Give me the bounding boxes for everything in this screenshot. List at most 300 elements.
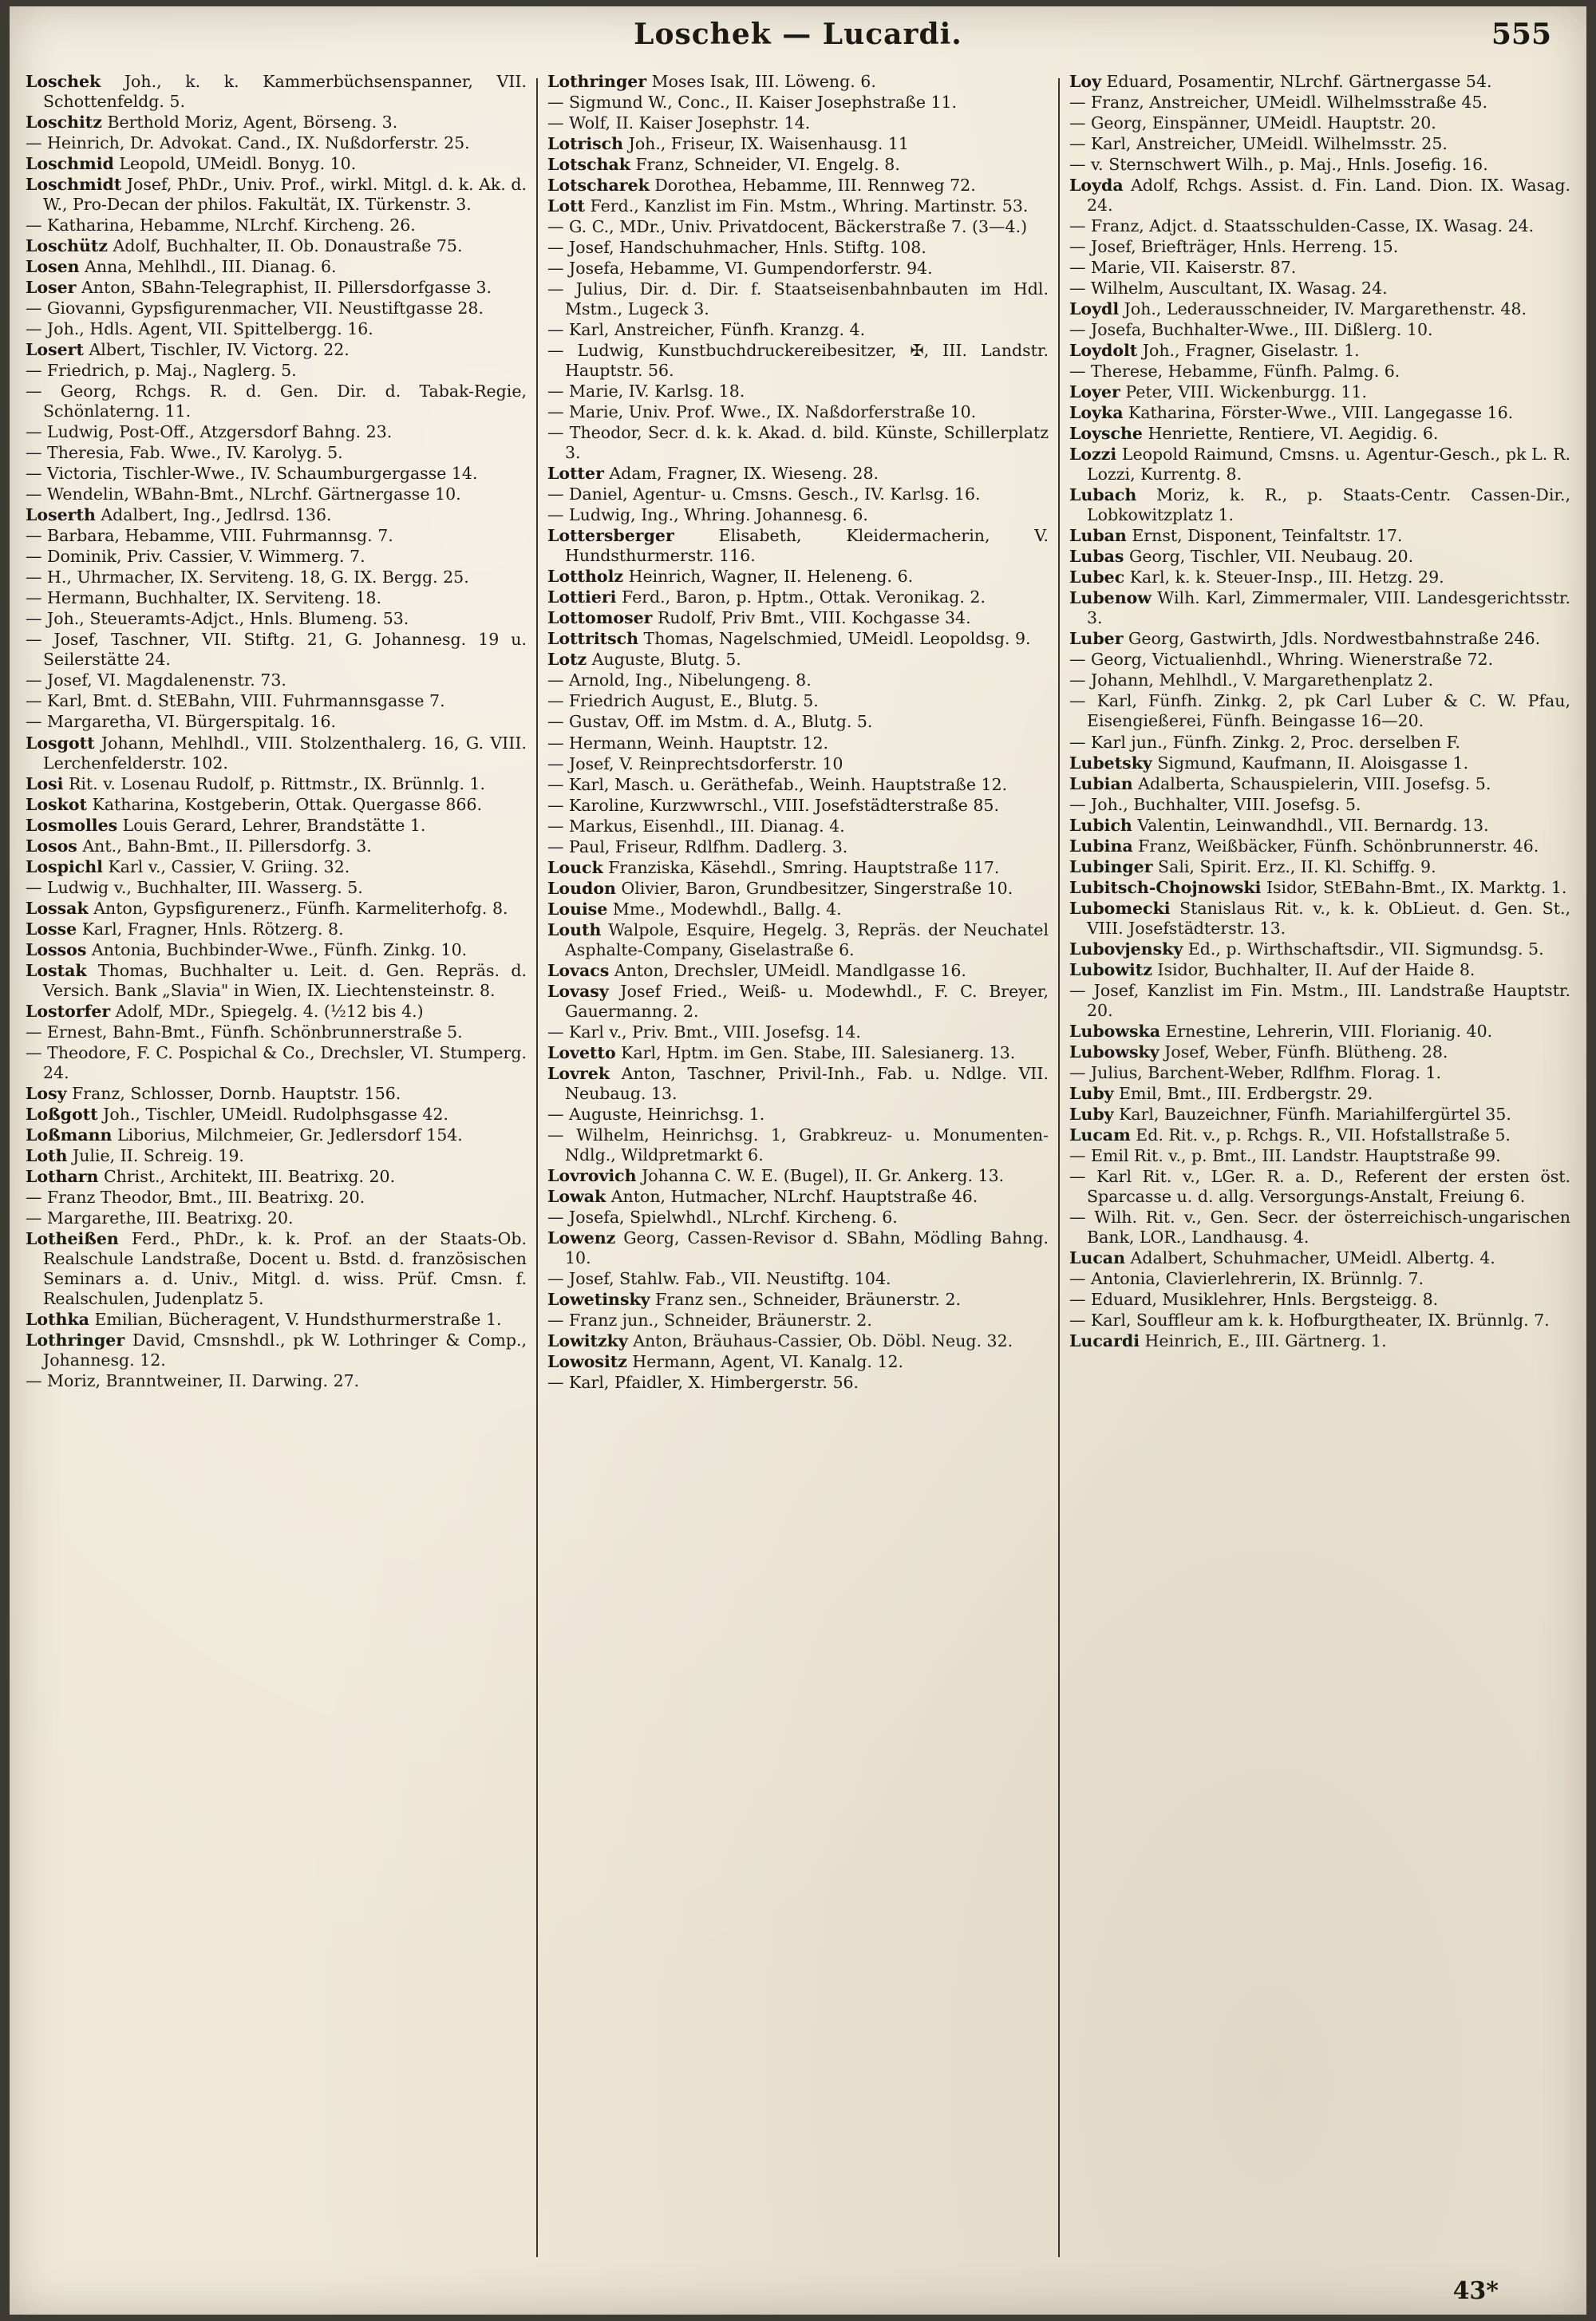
directory-entry [547,587,1049,607]
entry-details: Hermann, Agent, VI. Kanalg. 12. [626,1351,904,1371]
directory-entry [547,1311,1049,1331]
entry-surname: Lubian [1069,773,1133,793]
directory-entry [1069,72,1570,92]
directory-entry [26,816,527,836]
directory-entry [26,257,527,277]
directory-entry [1069,113,1570,133]
entry-details: Heinrich, E., III. Gärtnerg. 1. [1140,1331,1387,1350]
entry-details: — Georg, Victualienhdl., Whring. Wienerstraße 72. [1069,650,1494,670]
directory-entry [547,629,1049,649]
entry-surname: Loyda [1069,176,1124,196]
entry-details: — Ludwig v., Buchhalter, III. Wasserg. 5. [26,877,363,897]
directory-entry [26,215,527,235]
entry-details: — Marie, IV. Karlsg. 18. [547,382,745,401]
directory-entry [1069,1208,1570,1247]
entry-details: — Karl v., Priv. Bmt., VIII. Josefsg. 14. [547,1022,861,1042]
entry-details: — Franz, Adjct. d. Staatsschulden-Casse, IX. Wasag. 24. [1069,216,1535,236]
directory-entry [547,1166,1049,1186]
directory-entry [26,670,527,690]
entry-details: Anton, SBahn-Telegraphist, II. Pillersdorfgasse 3. [76,278,492,298]
entry-details: Georg, Tischler, VII. Neubaug. 20. [1124,547,1414,567]
directory-entry [547,176,1049,196]
directory-entry [26,836,527,856]
directory-entry [547,1228,1049,1268]
directory-entry [1069,857,1570,877]
directory-entry [26,1043,527,1083]
entry-surname: Lucardi [1069,1331,1140,1350]
entry-details: — Karl, Bmt. d. StEBahn, VIII. Fuhrmannsgasse 7. [26,691,445,711]
entry-details: Franz, Schneider, VI. Engelg. 8. [630,155,900,175]
entry-details: Joh., k. k. Kammerbüchsenspanner, VII. Schottenfeldg. 5. [43,72,527,112]
entry-surname: Loydl [1069,299,1120,319]
entry-details: — Wilhelm, Heinrichsg. 1, Grabkreuz- u. Monumenten-Ndlg., Wildpretmarkt 6. [547,1125,1049,1164]
entry-details: David, Cmsnshdl., pk W. Lothringer & Comp., Johannesg. 12. [43,1330,527,1370]
entry-surname: Lowenz [547,1228,616,1247]
directory-entry [26,484,527,504]
directory-entry [1069,1063,1570,1083]
directory-entry [547,900,1049,919]
entry-details: Julie, II. Schreig. 19. [67,1145,244,1165]
entry-surname: Lucam [1069,1125,1131,1145]
entry-details: — Franz Theodor, Bmt., III. Beatrixg. 20. [26,1187,365,1207]
entry-details: Anton, Drechsler, UMeidl. Mandlgasse 16. [609,960,966,980]
entry-details: Walpole, Esquire, Hegelg. 3, Repräs. der Neuchatel Asphalte-Company, Giselastraße 6. [565,919,1049,959]
directory-entry [1069,93,1570,113]
entry-details: — H., Uhrmacher, IX. Serviteng. 18, G. IX. Bergg. 25. [26,567,469,587]
column-middle [547,72,1049,2259]
directory-entry [26,630,527,670]
directory-entry [547,113,1049,133]
entry-surname: Loyer [1069,382,1120,402]
entry-details: Rudolf, Priv Bmt., VIII. Kochgasse 34. [652,608,971,628]
directory-entry [1069,403,1570,423]
entry-surname: Lowositz [547,1351,627,1371]
entry-details: — Karl, Masch. u. Geräthefab., Weinh. Hauptstraße 12. [547,774,1008,794]
directory-entry [26,1084,527,1104]
entry-details: — Josefa, Spielwhdl., NLrchf. Kircheng. 6. [547,1207,898,1227]
entry-details: — Arnold, Ing., Nibelungeng. 8. [547,670,812,690]
entry-details: — Johann, Mehlhdl., V. Margarethenplatz 2. [1069,670,1434,690]
entry-surname: Lostak [26,960,87,980]
entry-details: — Auguste, Heinrichsg. 1. [547,1104,765,1124]
entry-surname: Lubomecki [1069,898,1171,918]
entry-details: — Josef, Briefträger, Hnls. Herreng. 15. [1069,237,1399,257]
entry-surname: Loschitz [26,113,102,132]
directory-entry [547,796,1049,816]
entry-details: — Georg, Rchgs. R. d. Gen. Dir. d. Tabak-Regie, Schönlaterng. 11. [26,382,527,421]
entry-details: Joh., Tischler, UMeidl. Rudolphsgasse 42. [97,1104,448,1124]
entry-surname: Lottritsch [547,629,639,649]
directory-entry [547,567,1049,587]
entry-details: Liborius, Milchmeier, Gr. Jedlersdorf 154. [112,1125,463,1145]
entry-details: — Joh., Buchhalter, VIII. Josefsg. 5. [1069,794,1361,814]
entry-details: Stanislaus Rit. v., k. k. ObLieut. d. Gen. St., VIII. Josefstädterstr. 13. [1087,898,1570,938]
entry-surname: Lotrisch [547,134,624,154]
entry-details: Eduard, Posamentir, NLrchf. Gärtnergasse 54. [1101,72,1492,91]
entry-details: Sigmund, Kaufmann, II. Aloisgasse 1. [1152,753,1469,773]
directory-entry [547,1187,1049,1207]
entry-details: — Friedrich, p. Maj., Naglerg. 5. [26,361,297,381]
entry-details: — Josef, Handschuhmacher, Hnls. Stiftg. 108. [547,238,926,258]
directory-entry [547,1373,1049,1393]
entry-details: Franz sen., Schneider, Bräunerstr. 2. [650,1289,962,1309]
entry-details: Karl v., Cassier, V. Griing. 32. [102,856,350,876]
directory-entry [26,361,527,381]
entry-details: Louis Gerard, Lehrer, Brandstätte 1. [117,815,426,835]
directory-entry [1069,588,1570,628]
entry-surname: Luby [1069,1083,1114,1103]
entry-details: Albert, Tischler, IV. Victorg. 22. [83,340,350,360]
directory-entry [547,1290,1049,1310]
entry-surname: Loschmid [26,154,114,174]
directory-entry [547,134,1049,154]
directory-entry [547,837,1049,857]
directory-entry [1069,134,1570,154]
directory-entry [26,691,527,711]
directory-entry [547,72,1049,92]
directory-entry [547,1331,1049,1351]
entry-details: — Ernest, Bahn-Bmt., Fünfh. Schönbrunnerstraße 5. [26,1022,463,1042]
entry-surname: Loudon [547,878,616,898]
directory-entry [1069,320,1570,340]
directory-entry [26,422,527,442]
entry-details: Ferd., Kanzlist im Fin. Mstm., Whring. Martinstr. 53. [585,196,1029,216]
directory-entry [547,670,1049,690]
directory-entry [1069,939,1570,959]
entry-details: Adalbert, Ing., Jedlrsd. 136. [95,505,332,525]
entry-details: Georg, Gastwirth, Jdls. Nordwestbahnstraße 246. [1123,629,1541,649]
entry-details: — Sigmund W., Conc., II. Kaiser Josephstraße 11. [547,93,958,113]
entry-surname: Lovetto [547,1042,616,1062]
directory-entry [26,1105,527,1125]
entry-details: — Marie, Univ. Prof. Wwe., IX. Naßdorferstraße 10. [547,402,977,422]
entry-details: Joh., Fragner, Giselastr. 1. [1137,341,1360,361]
entry-details: Karl, Bauzeichner, Fünfh. Mariahilfergürtel 35. [1113,1104,1511,1124]
directory-entry [26,382,527,421]
directory-entry [547,505,1049,525]
directory-entry [26,175,527,215]
entry-details: — Marie, VII. Kaiserstr. 87. [1069,258,1297,278]
entry-surname: Lubovjensky [1069,939,1183,959]
directory-entry [1069,1331,1570,1351]
entry-details: Anton, Bräuhaus-Cassier, Ob. Döbl. Neug. 32. [627,1331,1013,1350]
entry-surname: Losse [26,919,77,939]
entry-details: — G. C., MDr., Univ. Privatdocent, Bäckerstraße 7. (3—4.) [547,217,1028,237]
entry-surname: Lovrek [547,1063,610,1083]
entry-details: — Dominik, Priv. Cassier, V. Wimmerg. 7. [26,547,365,567]
directory-entry [547,402,1049,422]
entry-surname: Loth [26,1145,68,1165]
entry-details: — Therese, Hebamme, Fünfh. Palmg. 6. [1069,362,1400,382]
entry-details: Isidor, StEBahn-Bmt., IX. Marktg. 1. [1261,877,1567,897]
entry-details: — Barbara, Hebamme, VIII. Fuhrmannsg. 7. [26,526,393,546]
entry-surname: Lotscharek [547,176,650,196]
entry-surname: Losgott [26,733,95,753]
entry-details: — Margarethe, III. Beatrixg. 20. [26,1208,294,1228]
entry-details: Franz, Schlosser, Dornb. Hauptstr. 156. [66,1083,401,1103]
entry-details: Elisabeth, Kleidermacherin, V. Hundsthurmerstr. 116. [565,526,1049,566]
entry-surname: Luby [1069,1104,1114,1124]
entry-surname: Lowitzky [547,1331,628,1350]
entry-surname: Loysche [1069,424,1143,444]
directory-entry [547,1269,1049,1289]
directory-entry [1069,341,1570,361]
directory-entry [547,259,1049,279]
entry-surname: Lozzi [1069,445,1117,465]
directory-entry [1069,753,1570,773]
entry-surname: Lottholz [547,567,624,587]
directory-entry [1069,1146,1570,1166]
entry-details: Emil, Bmt., III. Erdbergstr. 29. [1113,1083,1373,1103]
directory-entry [1069,1042,1570,1062]
entry-details: Peter, VIII. Wickenburgg. 11. [1120,382,1367,402]
directory-entry [1069,816,1570,836]
directory-entry [1069,899,1570,939]
entry-details: Adalbert, Schuhmacher, UMeidl. Albertg. 4. [1125,1247,1495,1267]
directory-entry [547,961,1049,981]
directory-entry [26,1188,527,1208]
entry-surname: Louck [547,857,603,877]
entry-surname: Lubas [1069,547,1124,567]
directory-entry [1069,445,1570,484]
directory-entry [1069,1084,1570,1104]
directory-entry [1069,774,1570,794]
directory-entry [1069,299,1570,319]
entry-details: Karl, Hptm. im Gen. Stabe, III. Salesianerg. 13. [615,1042,1016,1062]
entry-surname: Lovacs [547,960,610,980]
directory-entry [26,774,527,794]
entry-details: Berthold Moriz, Agent, Börseng. 3. [101,113,398,132]
running-head: Loschek — Lucardi. [634,18,962,51]
entry-surname: Lotharn [26,1166,99,1186]
entry-details: Antonia, Buchbinder-Wwe., Fünfh. Zinkg. 10. [86,939,468,959]
column-left [26,72,527,2259]
entry-details: — Georg, Einspänner, UMeidl. Hauptstr. 20. [1069,113,1436,133]
entry-details: Ed., p. Wirthschaftsdir., VII. Sigmundsg. 5. [1183,939,1544,959]
directory-entry [547,775,1049,795]
directory-entry [26,712,527,732]
entry-details: — Ludwig, Post-Off., Atzgersdorf Bahng. 23. [26,422,393,442]
directory-entry [1069,1167,1570,1207]
entry-surname: Lowetinsky [547,1289,650,1309]
entry-surname: Lubina [1069,836,1133,856]
entry-details: — Josefa, Hebamme, VI. Gumpendorferstr. 94. [547,259,933,279]
directory-entry [1069,485,1570,525]
directory-entry [26,443,527,463]
directory-entry [26,1167,527,1187]
entry-details: — Friedrich August, E., Blutg. 5. [547,691,819,711]
directory-entry [1069,526,1570,546]
entry-surname: Lott [547,196,586,216]
entry-details: — Joh., Hdls. Agent, VII. Spittelbergg. 16. [26,319,373,339]
directory-entry [1069,155,1570,175]
entry-details: — Karl jun., Fünfh. Zinkg. 2, Proc. derselben F. [1069,732,1461,752]
entry-surname: Lubowska [1069,1021,1161,1041]
directory-entry [1069,981,1570,1021]
entry-surname: Lotter [547,464,604,484]
directory-entry [26,236,527,256]
entry-details: Mme., Modewhdl., Ballg. 4. [607,899,842,919]
directory-entry [1069,1105,1570,1125]
directory-entry [547,858,1049,878]
entry-details: — Ludwig, Ing., Whring. Johannesg. 6. [547,505,868,525]
entry-details: Anton, Hutmacher, NLrchf. Hauptstraße 46. [606,1186,978,1206]
directory-entry [26,609,527,629]
entry-surname: Loschmidt [26,175,122,195]
entry-surname: Loser [26,278,77,298]
entry-details: Franz, Weißbäcker, Fünfh. Schönbrunnerstr. 46. [1132,836,1539,856]
entry-details: — Karoline, Kurzwwrschl., VIII. Josefstädterstraße 85. [547,795,999,815]
entry-details: Joh., Lederausschneider, IV. Margarethenstr. 48. [1119,299,1527,319]
directory-entry [1069,650,1570,670]
entry-surname: Loydolt [1069,341,1138,361]
directory-entry [547,733,1049,753]
entry-details: — Franz, Anstreicher, UMeidl. Wilhelmsstraße 45. [1069,93,1488,113]
entry-details: — Wilhelm, Auscultant, IX. Wasag. 24. [1069,279,1388,299]
directory-entry [1069,237,1570,257]
directory-entry [1069,1248,1570,1268]
entry-details: Heinrich, Wagner, II. Heleneng. 6. [623,567,914,587]
entry-surname: Loyka [1069,403,1124,423]
entry-details: — Markus, Eisenhdl., III. Dianag. 4. [547,816,845,836]
entry-details: — v. Sternschwert Wilh., p. Maj., Hnls. Josefig. 16. [1069,155,1488,175]
entry-surname: Lotheißen [26,1228,119,1248]
directory-entry [26,1371,527,1391]
directory-entry [26,319,527,339]
directory-page [10,6,1586,2315]
directory-entry [547,691,1049,711]
directory-entry [547,526,1049,566]
directory-entry [26,526,527,546]
entry-surname: Loschütz [26,236,109,256]
entry-surname: Lottomoser [547,608,653,628]
entry-details: Isidor, Buchhalter, II. Auf der Haide 8. [1152,959,1476,979]
directory-entry [26,733,527,773]
entry-surname: Losert [26,340,84,360]
entry-details: Adolf, Buchhalter, II. Ob. Donaustraße 75. [108,236,463,256]
entry-details: Josef, Weber, Fünfh. Blütheng. 28. [1159,1042,1448,1062]
entry-details: Ant., Bahn-Bmt., II. Pillersdorfg. 3. [77,836,372,856]
entry-details: — Karl, Fünfh. Zinkg. 2, pk Carl Luber & C. W. Pfau, Eisengießerei, Fünfh. Beingasse 16—20. [1069,691,1570,731]
entry-details: — Theresia, Fab. Wwe., IV. Karolyg. 5. [26,443,343,463]
entry-details: Olivier, Baron, Grundbesitzer, Singerstraße 10. [615,878,1013,898]
directory-entry [547,464,1049,484]
entry-details: Thomas, Buchhalter u. Leit. d. Gen. Repräs. d. Versich. Bank „Slavia" in Wien, IX. Liechtensteinstr. 8. [43,960,527,1000]
entry-surname: Losen [26,257,80,277]
entry-details: — Julius, Barchent-Weber, Rdlfhm. Florag. 1. [1069,1062,1442,1082]
entry-details: — Antonia, Clavierlehrerin, IX. Brünnlg. 7. [1069,1268,1424,1288]
entry-surname: Lospichl [26,856,103,876]
directory-entry [1069,960,1570,980]
directory-entry [1069,691,1570,731]
entry-details: Ferd., PhDr., k. k. Prof. an der Staats-Ob. Realschule Landstraße, Docent u. Bstd. d. französischen Seminars a. d. Univ., Mitgl. d. wiss. Prüf. Cmsn. f. Realschulen, Judenplatz 5. [43,1228,527,1308]
directory-entry [547,712,1049,732]
directory-entry [26,1125,527,1145]
entry-details: Ferd., Baron, p. Hptm., Ottak. Veronikag. 2. [616,587,986,607]
entry-surname: Lotz [547,650,587,670]
directory-entry [547,93,1049,113]
entry-surname: Lottersberger [547,526,674,546]
directory-entry [547,1125,1049,1165]
column-right [1069,72,1570,2259]
directory-entry [26,588,527,608]
entry-details: — Josef, Taschner, VII. Stiftg. 21, G. Johannesg. 19 u. Seilerstätte 24. [26,630,527,670]
directory-entry [1069,1311,1570,1331]
directory-entry [547,155,1049,175]
directory-entry [26,1146,527,1166]
directory-entry [547,320,1049,340]
directory-entry [26,154,527,174]
entry-surname: Loskot [26,794,87,814]
entry-surname: Loserth [26,505,96,525]
entry-details: — Hermann, Weinh. Hauptstr. 12. [547,733,829,753]
entry-surname: Losos [26,836,77,856]
directory-entry [26,1331,527,1370]
entry-details: — Theodor, Secr. d. k. k. Akad. d. bild. Künste, Schillerplatz 3. [547,423,1049,463]
entry-details: — Margaretha, VI. Bürgerspitalg. 16. [26,712,337,732]
entry-details: — Moriz, Branntweiner, II. Darwing. 27. [26,1370,360,1390]
entry-details: Adalberta, Schauspielerin, VIII. Josefsg. 5. [1132,773,1491,793]
directory-entry [547,382,1049,401]
directory-entry [547,1064,1049,1104]
directory-entry [547,608,1049,628]
directory-entry [1069,836,1570,856]
entry-details: Anton, Taschner, Privil-Inh., Fab. u. Ndlge. VII. Neubaug. 13. [565,1063,1049,1103]
entry-details: Josef, PhDr., Univ. Prof., wirkl. Mitgl. d. k. Ak. d. W., Pro-Decan der philos. Fakultät, IX. Türkenstr. 3. [43,175,527,215]
entry-surname: Lubach [1069,485,1137,505]
directory-entry [547,817,1049,836]
directory-entry [547,650,1049,670]
entry-details: Rit. v. Losenau Rudolf, p. Rittmstr., IX. Brünnlg. 1. [63,773,486,793]
entry-surname: Lothka [26,1309,89,1329]
directory-entry [547,1022,1049,1042]
directory-entry [26,547,527,567]
entry-details: — Ludwig, Kunstbuchdruckereibesitzer, ✠, III. Landstr. Hauptstr. 56. [547,341,1049,381]
entry-details: Johanna C. W. E. (Bugel), II. Gr. Ankerg. 13. [636,1165,1005,1185]
directory-entry [26,899,527,919]
entry-details: — Hermann, Buchhalter, IX. Serviteng. 18. [26,588,381,608]
entry-details: — Heinrich, Dr. Advokat. Cand., IX. Nußdorferstr. 25. [26,133,470,153]
directory-entry [26,299,527,318]
entry-details: Valentin, Leinwandhdl., VII. Bernardg. 13. [1132,815,1489,835]
entry-surname: Lostorfer [26,1001,111,1021]
entry-details: Katharina, Kostgeberin, Ottak. Quergasse 866. [86,794,483,814]
directory-entry [547,217,1049,237]
entry-surname: Losy [26,1083,67,1103]
entry-surname: Lovrovich [547,1165,637,1185]
entry-details: — Eduard, Musiklehrer, Hnls. Bergsteigg. 8. [1069,1289,1439,1309]
entry-surname: Lothringer [547,72,647,91]
directory-entry [26,919,527,939]
entry-details: — Karl, Anstreicher, Fünfh. Kranzg. 4. [547,320,866,340]
directory-entry [1069,670,1570,690]
entry-details: — Franz jun., Schneider, Bräunerstr. 2. [547,1310,872,1330]
directory-entry [26,1310,527,1330]
entry-surname: Loschek [26,72,101,91]
entry-surname: Lossak [26,898,89,918]
entry-details: — Josefa, Buchhalter-Wwe., III. Dißlerg. 10. [1069,320,1433,340]
entry-details: Adolf, MDr., Spiegelg. 4. (½12 bis 4.) [110,1001,424,1021]
directory-entry [1069,733,1570,753]
directory-entry [26,940,527,960]
entry-details: Joh., Friseur, IX. Waisenhausg. 11 [623,134,909,154]
directory-entry [1069,567,1570,587]
entry-details: — Julius, Dir. d. Dir. f. Staatseisenbahnbauten im Hdl. Mstm., Lugeck 3. [547,279,1049,319]
directory-entry [547,1105,1049,1125]
entry-details: — Emil Rit. v., p. Bmt., III. Landstr. Hauptstraße 99. [1069,1145,1501,1165]
entry-details: — Josef, Kanzlist im Fin. Mstm., III. Landstraße Hauptstr. 20. [1069,980,1570,1020]
entry-details: — Josef, V. Reinprechtsdorferstr. 10 [547,753,843,773]
